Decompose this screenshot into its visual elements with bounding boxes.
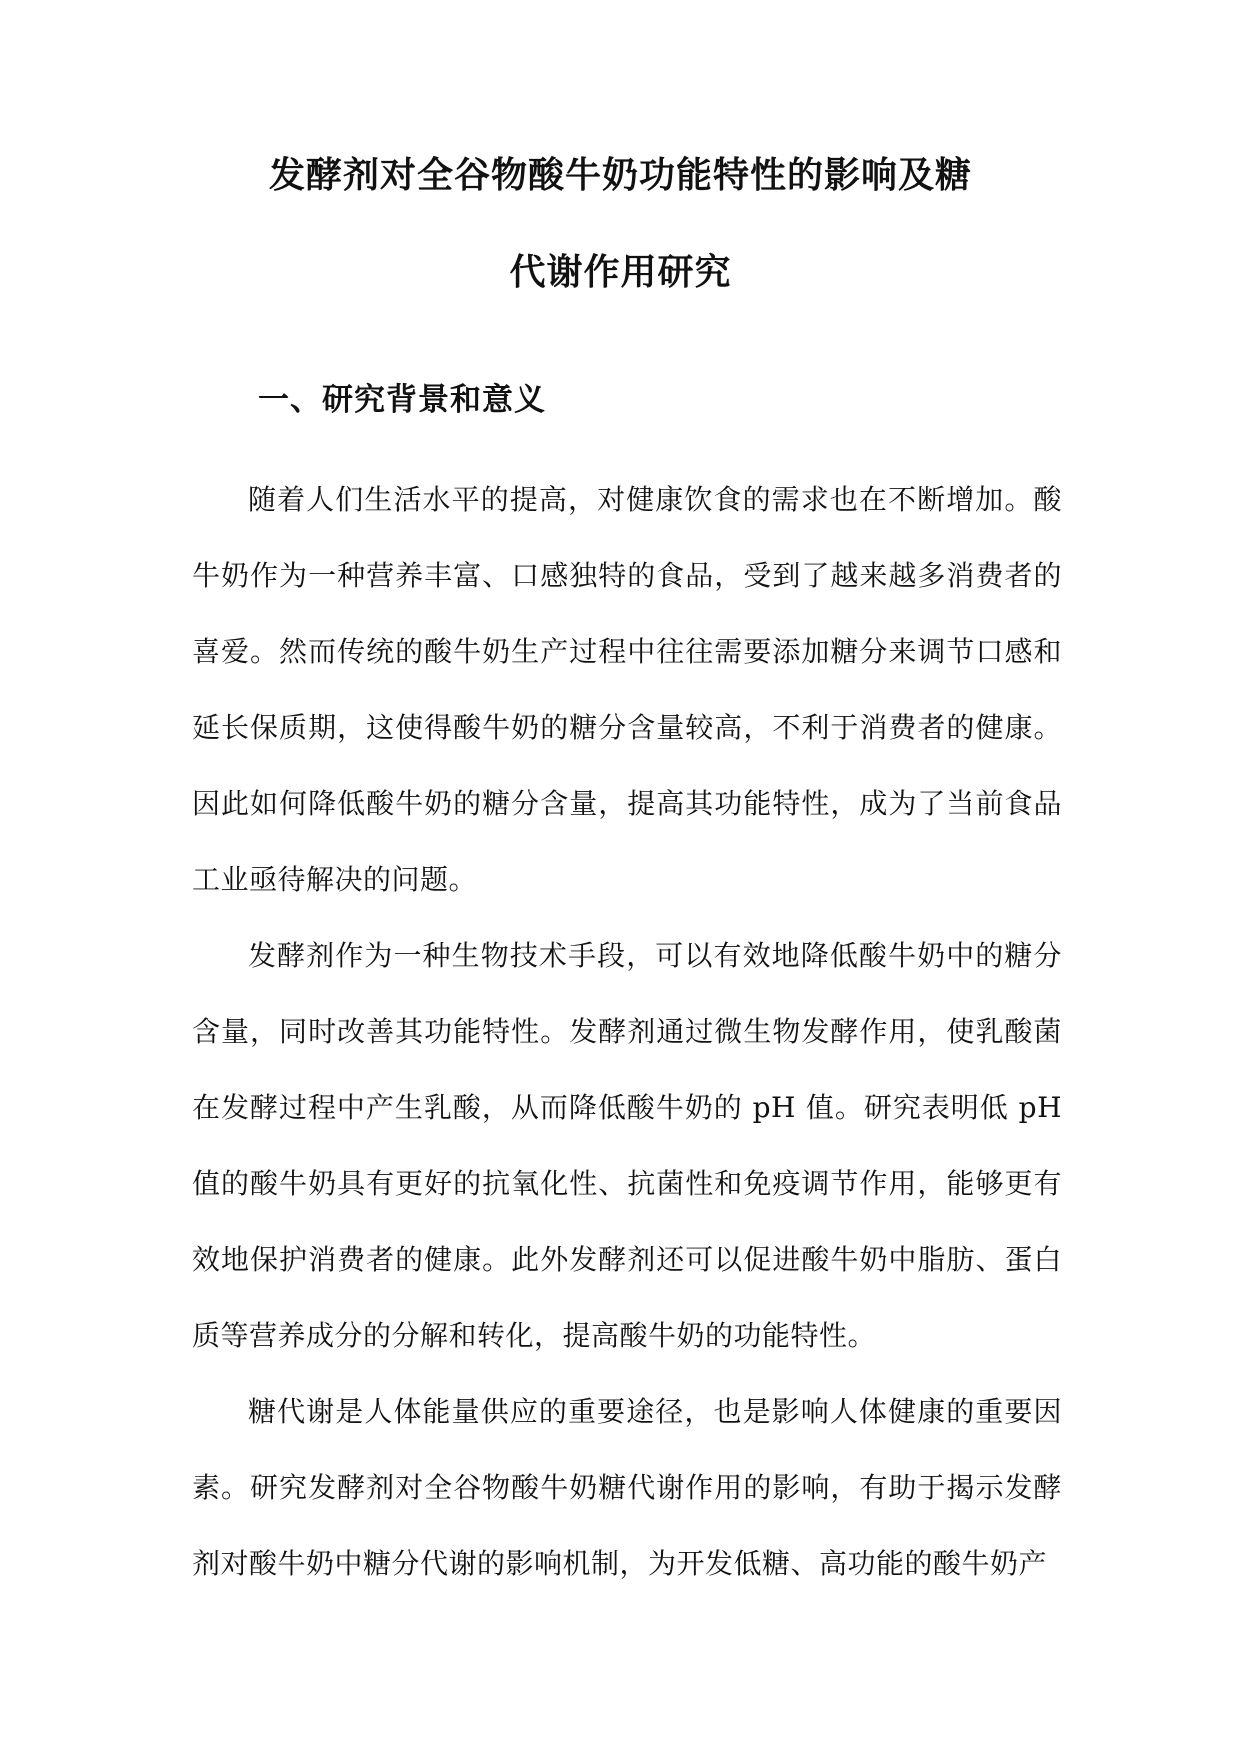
section-heading: 一、研究背景和意义 <box>258 382 546 418</box>
body-text <box>192 462 1062 1602</box>
document-title-line-2: 代谢作用研究 <box>509 251 732 293</box>
paragraph-2: 发酵剂作为一种生物技术手段，可以有效地降低酸牛奶中的糖分含量，同时改善其功能特性。发酵剂通过微生物发酵作用，使乳酸菌在发酵过程中产生乳酸，从而降低酸牛奶的 pH 值。研究表明低 pH 值的酸牛奶具有更好的抗氧化性、抗菌性和免疫调节作用，能够更有效地保护消费者的健康。此外发酵剂还可以促进酸牛奶中脂肪、蛋白质等营养成分的分解和转化，提高酸牛奶的功能特性。 <box>192 939 1062 1352</box>
paragraph-3: 糖代谢是人体能量供应的重要途径，也是影响人体健康的重要因素。研究发酵剂对全谷物酸牛奶糖代谢作用的影响，有助于揭示发酵剂对酸牛奶中糖分代谢的影响机制，为开发低糖、高功能的酸牛奶产 <box>192 1395 1062 1580</box>
document-title-line-1: 发酵剂对全谷物酸牛奶功能特性的影响及糖 <box>268 154 972 196</box>
paragraph-1: 随着人们生活水平的提高，对健康饮食的需求也在不断增加。酸牛奶作为一种营养丰富、口感独特的食品，受到了越来越多消费者的喜爱。然而传统的酸牛奶生产过程中往往需要添加糖分来调节口感和延长保质期，这使得酸牛奶的糖分含量较高，不利于消费者的健康。因此如何降低酸牛奶的糖分含量，提高其功能特性，成为了当前食品工业亟待解决的问题。 <box>192 483 1062 896</box>
